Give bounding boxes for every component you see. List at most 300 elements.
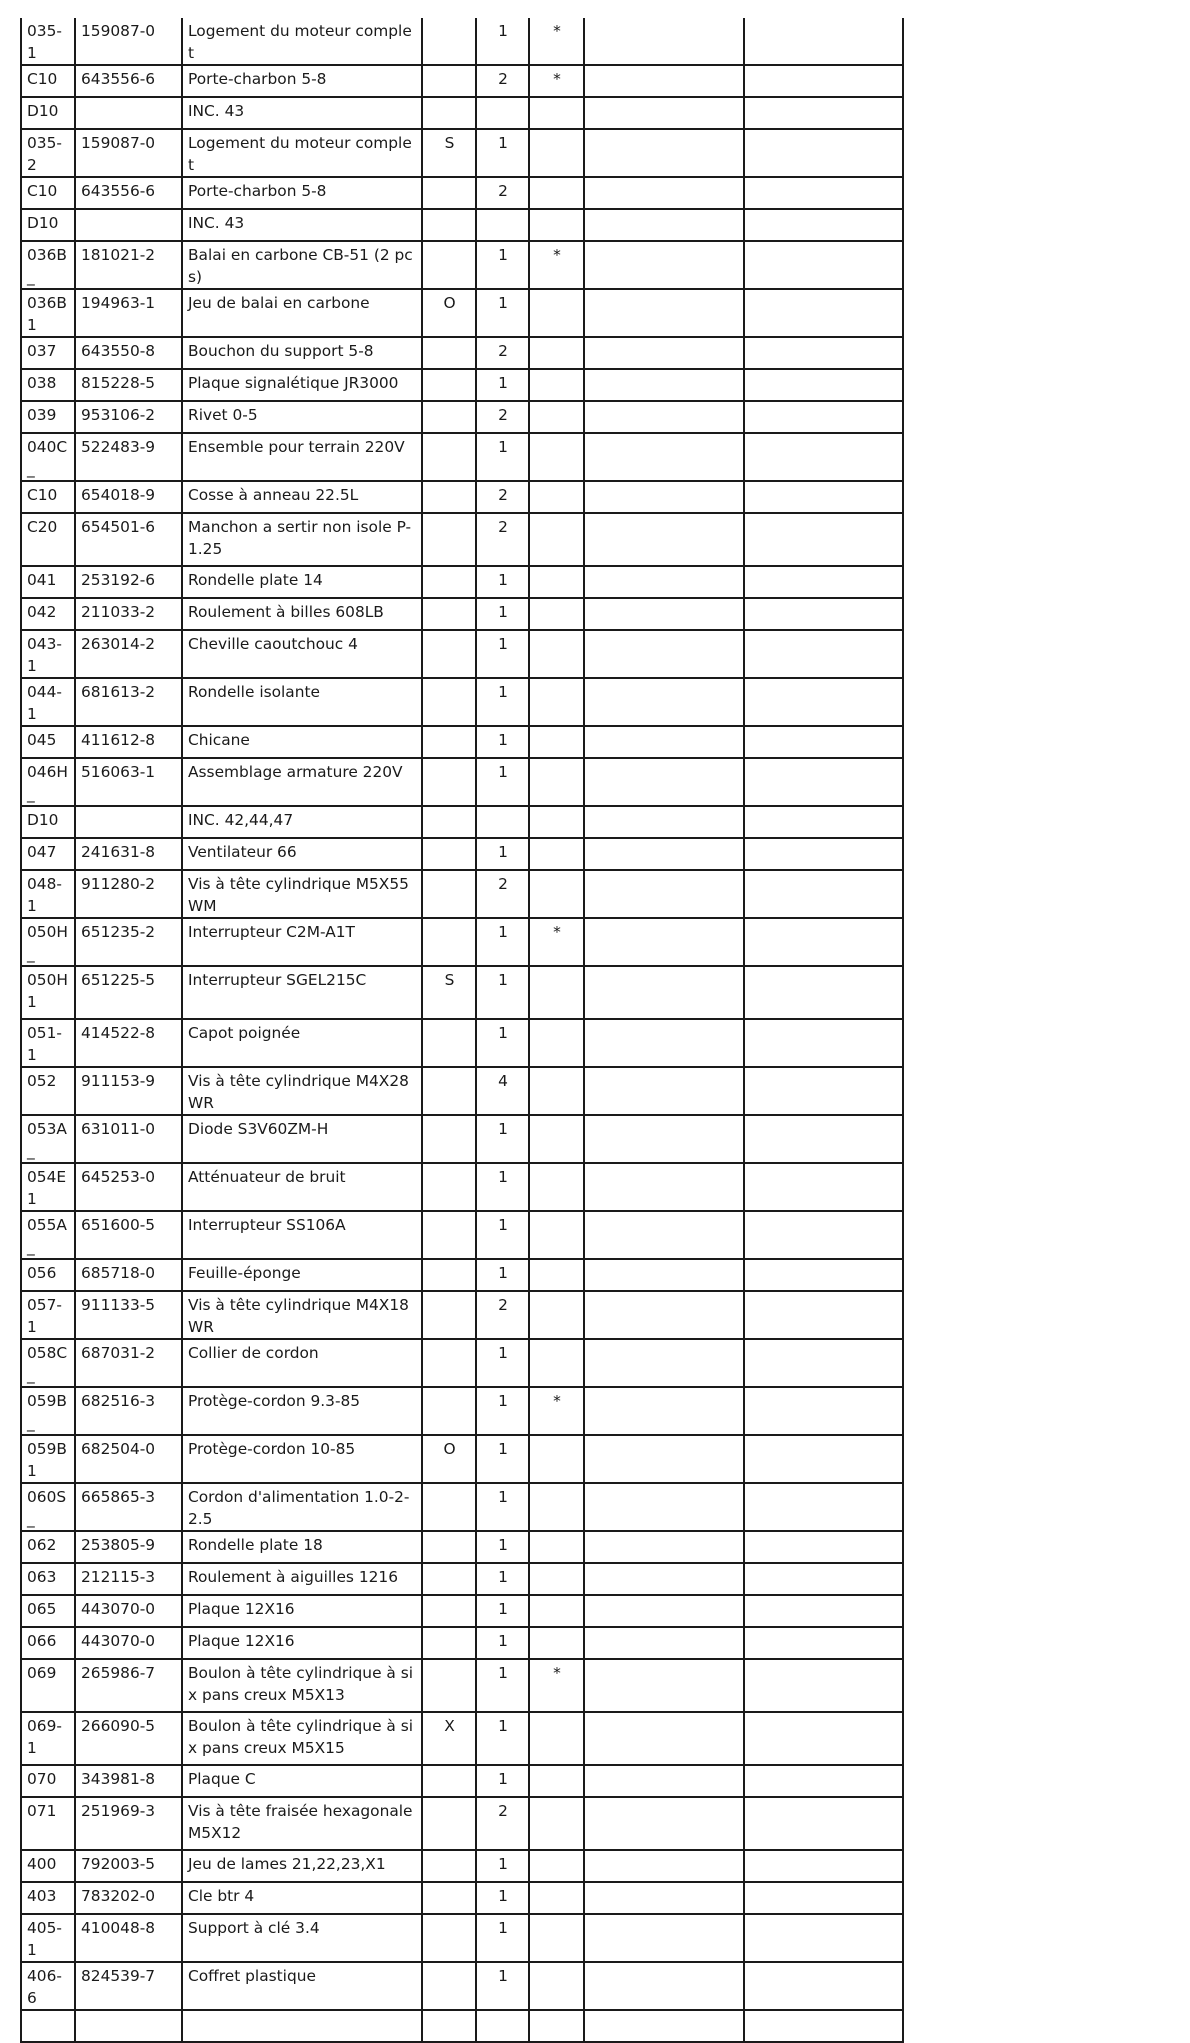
quantity-cell: 1 [476,966,529,1019]
table-row [21,1882,977,1914]
part-number-cell: 651600-5 [75,1211,182,1259]
part-number-cell: 516063-1 [75,758,182,806]
quantity-cell [476,2010,529,2042]
table-row [21,870,977,918]
part-number-cell: 783202-0 [75,1882,182,1914]
quantity-cell: 1 [476,1659,529,1712]
table-row [21,129,977,177]
quantity-cell: 1 [476,1627,529,1659]
table-row [21,1850,977,1882]
part-number-cell: 911133-5 [75,1291,182,1339]
item-number-cell: 043-1 [21,630,75,678]
quantity-cell: 1 [476,1483,529,1531]
table-row [21,598,977,630]
table-row [21,337,977,369]
note-cell [422,1765,476,1797]
table-row [21,726,977,758]
part-number-cell: 682516-3 [75,1387,182,1435]
quantity-cell: 2 [476,401,529,433]
table-row [21,838,977,870]
note-cell [422,209,476,241]
blank-cell [584,2010,744,2042]
blank-cell [584,566,744,598]
blank-cell [744,630,903,678]
item-number-cell: 054E1 [21,1163,75,1211]
quantity-cell: 1 [476,289,529,337]
quantity-cell: 1 [476,1531,529,1563]
mark-cell [529,1914,584,1962]
blank-cell [584,1211,744,1259]
blank-cell [584,1531,744,1563]
blank-cell [584,1797,744,1850]
description-cell: Logement du moteur complet [182,129,422,177]
description-cell: Bouchon du support 5-8 [182,337,422,369]
blank-cell [744,65,903,97]
item-number-cell: 060S_ [21,1483,75,1531]
blank-cell [584,1019,744,1067]
blank-cell [584,1850,744,1882]
item-number-cell: C10 [21,481,75,513]
part-number-cell: 651225-5 [75,966,182,1019]
item-number-cell: 047 [21,838,75,870]
quantity-cell: 2 [476,1291,529,1339]
table-row [21,18,977,65]
note-cell [422,1914,476,1962]
part-number-cell: 159087-0 [75,18,182,65]
quantity-cell: 1 [476,1595,529,1627]
blank-cell [584,1659,744,1712]
mark-cell [529,513,584,566]
mark-cell [529,838,584,870]
item-number-cell: 405-1 [21,1914,75,1962]
blank-cell [744,726,903,758]
table-row [21,1962,977,2010]
quantity-cell: 2 [476,481,529,513]
mark-cell [529,289,584,337]
part-number-cell: 159087-0 [75,129,182,177]
blank-cell [744,566,903,598]
blank-cell [744,1067,903,1115]
blank-cell [584,678,744,726]
blank-cell [744,598,903,630]
blank-cell [744,1163,903,1211]
blank-cell [584,1339,744,1387]
note-cell [422,870,476,918]
item-number-cell: 045 [21,726,75,758]
blank-cell [744,1115,903,1163]
table-row [21,1115,977,1163]
table-row [21,1563,977,1595]
blank-cell [584,1914,744,1962]
table-row [21,289,977,337]
blank-cell [584,289,744,337]
note-cell [422,598,476,630]
part-number-cell: 443070-0 [75,1595,182,1627]
mark-cell [529,870,584,918]
part-number-cell [75,97,182,129]
blank-cell [584,433,744,481]
description-cell: Porte-charbon 5-8 [182,177,422,209]
note-cell [422,918,476,966]
blank-cell [744,1339,903,1387]
description-cell: Jeu de lames 21,22,23,X1 [182,1850,422,1882]
blank-cell [744,433,903,481]
mark-cell [529,806,584,838]
part-number-cell: 792003-5 [75,1850,182,1882]
item-number-cell: 051-1 [21,1019,75,1067]
mark-cell [529,1962,584,2010]
quantity-cell: 4 [476,1067,529,1115]
mark-cell: * [529,1659,584,1712]
mark-cell: * [529,65,584,97]
note-cell [422,337,476,369]
part-number-cell: 212115-3 [75,1563,182,1595]
table-row [21,209,977,241]
table-row [21,513,977,566]
part-number-cell: 685718-0 [75,1259,182,1291]
blank-cell [744,1882,903,1914]
table-row [21,1259,977,1291]
note-cell [422,1019,476,1067]
mark-cell [529,209,584,241]
description-cell: Protège-cordon 9.3-85 [182,1387,422,1435]
quantity-cell: 1 [476,1712,529,1765]
note-cell [422,513,476,566]
description-cell: Plaque signalétique JR3000 [182,369,422,401]
table-row [21,65,977,97]
note-cell [422,401,476,433]
blank-cell [584,1483,744,1531]
part-number-cell: 911153-9 [75,1067,182,1115]
mark-cell [529,566,584,598]
item-number-cell: 035-1 [21,18,75,65]
table-row [21,1163,977,1211]
blank-cell [744,1563,903,1595]
table-row [21,481,977,513]
description-cell: Assemblage armature 220V [182,758,422,806]
description-cell: Rondelle plate 14 [182,566,422,598]
item-number-cell: 066 [21,1627,75,1659]
mark-cell [529,337,584,369]
quantity-cell: 1 [476,1019,529,1067]
blank-cell [744,1765,903,1797]
table-row [21,1211,977,1259]
mark-cell: * [529,18,584,65]
mark-cell [529,678,584,726]
blank-cell [584,1163,744,1211]
part-number-cell: 643550-8 [75,337,182,369]
blank-cell [744,1435,903,1483]
blank-cell [584,1291,744,1339]
quantity-cell: 1 [476,1387,529,1435]
description-cell: Ensemble pour terrain 220V [182,433,422,481]
item-number-cell: 406-6 [21,1962,75,2010]
part-number-cell: 645253-0 [75,1163,182,1211]
description-cell: Boulon à tête cylindrique à six pans creux M5X15 [182,1712,422,1765]
table-row [21,1291,977,1339]
item-number-cell: 035-2 [21,129,75,177]
description-cell: Feuille-éponge [182,1259,422,1291]
description-cell: Chicane [182,726,422,758]
description-cell: Ventilateur 66 [182,838,422,870]
blank-cell [584,966,744,1019]
description-cell: Atténuateur de bruit [182,1163,422,1211]
item-number-cell: 063 [21,1563,75,1595]
description-cell: Roulement à aiguilles 1216 [182,1563,422,1595]
part-number-cell: 643556-6 [75,177,182,209]
note-cell [422,241,476,289]
table-row [21,1914,977,1962]
note-cell [422,2010,476,2042]
blank-cell [744,1531,903,1563]
parts-table-body [21,18,977,2042]
table-row [21,241,977,289]
mark-cell [529,97,584,129]
note-cell [422,1387,476,1435]
mark-cell [529,1595,584,1627]
note-cell [422,1882,476,1914]
note-cell [422,65,476,97]
item-number-cell: 041 [21,566,75,598]
mark-cell [529,1882,584,1914]
table-row [21,630,977,678]
blank-cell [584,598,744,630]
item-number-cell: C20 [21,513,75,566]
table-row [21,1531,977,1563]
item-number-cell: 042 [21,598,75,630]
item-number-cell: 400 [21,1850,75,1882]
note-cell: O [422,289,476,337]
item-number-cell: 403 [21,1882,75,1914]
blank-cell [744,129,903,177]
description-cell [182,2010,422,2042]
mark-cell [529,1563,584,1595]
blank-cell [584,337,744,369]
description-cell: Collier de cordon [182,1339,422,1387]
mark-cell [529,758,584,806]
blank-cell [744,18,903,65]
note-cell [422,838,476,870]
description-cell: Vis à tête cylindrique M4X28 WR [182,1067,422,1115]
mark-cell [529,1163,584,1211]
blank-cell [744,209,903,241]
blank-cell [744,1797,903,1850]
mark-cell [529,630,584,678]
item-number-cell: 059B1 [21,1435,75,1483]
quantity-cell: 1 [476,1115,529,1163]
description-cell: Porte-charbon 5-8 [182,65,422,97]
item-number-cell: 039 [21,401,75,433]
part-number-cell [75,806,182,838]
quantity-cell: 1 [476,1163,529,1211]
blank-cell [744,918,903,966]
blank-cell [584,630,744,678]
blank-cell [744,870,903,918]
blank-cell [584,177,744,209]
item-number-cell: 069 [21,1659,75,1712]
blank-cell [744,1850,903,1882]
quantity-cell: 1 [476,129,529,177]
note-cell: S [422,966,476,1019]
note-cell [422,433,476,481]
note-cell [422,1291,476,1339]
blank-cell [744,513,903,566]
mark-cell [529,1339,584,1387]
quantity-cell: 1 [476,1259,529,1291]
note-cell: O [422,1435,476,1483]
blank-cell [744,1914,903,1962]
part-number-cell [75,2010,182,2042]
mark-cell [529,1531,584,1563]
note-cell [422,566,476,598]
description-cell: Plaque 12X16 [182,1627,422,1659]
description-cell: Plaque C [182,1765,422,1797]
item-number-cell: 044-1 [21,678,75,726]
mark-cell [529,1435,584,1483]
mark-cell [529,1797,584,1850]
quantity-cell: 2 [476,337,529,369]
blank-cell [584,918,744,966]
quantity-cell [476,209,529,241]
mark-cell [529,1850,584,1882]
note-cell [422,1163,476,1211]
mark-cell [529,1712,584,1765]
part-number-cell: 665865-3 [75,1483,182,1531]
blank-cell [584,1067,744,1115]
mark-cell [529,1765,584,1797]
note-cell [422,97,476,129]
part-number-cell [75,209,182,241]
mark-cell [529,726,584,758]
quantity-cell: 1 [476,726,529,758]
blank-cell [744,337,903,369]
description-cell: Boulon à tête cylindrique à six pans creux M5X13 [182,1659,422,1712]
part-number-cell: 265986-7 [75,1659,182,1712]
part-number-cell: 631011-0 [75,1115,182,1163]
blank-cell [584,1882,744,1914]
mark-cell: * [529,241,584,289]
description-cell: Rondelle plate 18 [182,1531,422,1563]
blank-cell [744,2010,903,2042]
blank-cell [584,1962,744,2010]
note-cell [422,1595,476,1627]
part-number-cell: 181021-2 [75,241,182,289]
description-cell: Protège-cordon 10-85 [182,1435,422,1483]
blank-cell [584,1712,744,1765]
table-row [21,758,977,806]
blank-cell [744,758,903,806]
blank-cell [744,1962,903,2010]
blank-cell [584,1115,744,1163]
quantity-cell: 1 [476,1563,529,1595]
quantity-cell: 1 [476,758,529,806]
description-cell: Interrupteur SGEL215C [182,966,422,1019]
item-number-cell: 069-1 [21,1712,75,1765]
table-row [21,2010,977,2042]
mark-cell [529,1115,584,1163]
table-row [21,1339,977,1387]
part-number-cell: 953106-2 [75,401,182,433]
blank-cell [744,1627,903,1659]
table-row [21,1712,977,1765]
description-cell: Cosse à anneau 22.5L [182,481,422,513]
quantity-cell: 2 [476,870,529,918]
description-cell: Cheville caoutchouc 4 [182,630,422,678]
blank-cell [584,1627,744,1659]
quantity-cell: 1 [476,918,529,966]
blank-cell [744,289,903,337]
blank-cell [584,209,744,241]
item-number-cell: 062 [21,1531,75,1563]
description-cell: Balai en carbone CB-51 (2 pcs) [182,241,422,289]
note-cell [422,177,476,209]
part-number-cell: 343981-8 [75,1765,182,1797]
description-cell: Cle btr 4 [182,1882,422,1914]
description-cell: Coffret plastique [182,1962,422,2010]
table-row [21,177,977,209]
table-row [21,1067,977,1115]
blank-cell [584,18,744,65]
part-number-cell: 194963-1 [75,289,182,337]
blank-cell [744,97,903,129]
note-cell [422,678,476,726]
table-row [21,1387,977,1435]
table-row [21,1595,977,1627]
item-number-cell: D10 [21,209,75,241]
item-number-cell: C10 [21,177,75,209]
quantity-cell: 2 [476,1797,529,1850]
part-number-cell: 241631-8 [75,838,182,870]
note-cell [422,1259,476,1291]
description-cell: Cordon d'alimentation 1.0-2-2.5 [182,1483,422,1531]
table-row [21,433,977,481]
part-number-cell: 687031-2 [75,1339,182,1387]
description-cell: Interrupteur SS106A [182,1211,422,1259]
description-cell: Vis à tête fraisée hexagonale M5X12 [182,1797,422,1850]
note-cell [422,1563,476,1595]
quantity-cell: 2 [476,177,529,209]
item-number-cell: 040C_ [21,433,75,481]
note-cell [422,1962,476,2010]
quantity-cell: 1 [476,566,529,598]
description-cell: Interrupteur C2M-A1T [182,918,422,966]
quantity-cell: 1 [476,598,529,630]
item-number-cell: 038 [21,369,75,401]
note-cell [422,1531,476,1563]
part-number-cell: 414522-8 [75,1019,182,1067]
blank-cell [584,870,744,918]
blank-cell [744,481,903,513]
blank-cell [584,758,744,806]
mark-cell: * [529,918,584,966]
blank-cell [744,177,903,209]
blank-cell [584,1435,744,1483]
note-cell [422,481,476,513]
table-row [21,1765,977,1797]
note-cell: X [422,1712,476,1765]
part-number-cell: 411612-8 [75,726,182,758]
quantity-cell: 1 [476,1765,529,1797]
table-row [21,1627,977,1659]
description-cell: Diode S3V60ZM-H [182,1115,422,1163]
item-number-cell: 036B_ [21,241,75,289]
part-number-cell: 522483-9 [75,433,182,481]
blank-cell [744,1259,903,1291]
mark-cell [529,2010,584,2042]
part-number-cell: 443070-0 [75,1627,182,1659]
mark-cell [529,1211,584,1259]
part-number-cell: 643556-6 [75,65,182,97]
